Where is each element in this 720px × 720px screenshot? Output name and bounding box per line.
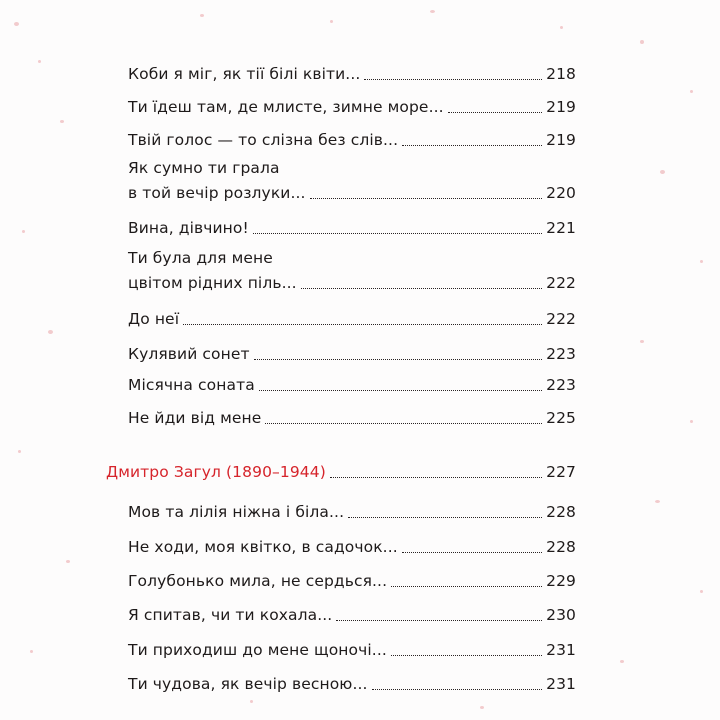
speckle [620, 660, 624, 663]
speckle [250, 700, 253, 703]
toc-entry-title [128, 246, 297, 296]
toc-entry-page: 228 [546, 538, 576, 556]
toc-entry-title [128, 156, 306, 206]
toc-entry[interactable] [128, 95, 576, 120]
speckle [60, 120, 64, 123]
toc-entry-title [128, 216, 249, 241]
toc-entry-title [128, 672, 368, 697]
toc-entry-title [128, 406, 261, 431]
toc-entry-title-line: Не йди від мене [128, 409, 262, 427]
speckle [18, 450, 21, 453]
toc-entry-title-line: Вина, дівчино! [128, 219, 249, 237]
dot-leader [364, 79, 542, 80]
speckle [660, 170, 665, 174]
speckle [560, 26, 563, 29]
toc-entry-page: 220 [546, 184, 576, 202]
toc-entry-title-line: Коби я міг, як тії білі квіти... [128, 65, 361, 83]
toc-entry-title-line: Як сумно ти грала [128, 159, 280, 177]
toc-entry-title-line: Місячна соната [128, 376, 255, 394]
toc-entry-title [128, 373, 255, 398]
dot-leader [372, 689, 543, 690]
dot-leader [448, 112, 542, 113]
toc-entry[interactable] [128, 128, 576, 153]
speckle [640, 40, 644, 44]
toc-entry-title [128, 603, 332, 628]
toc-entry[interactable] [128, 569, 576, 594]
toc-entry[interactable] [128, 500, 576, 525]
dot-leader [265, 423, 542, 424]
toc-entry-title-line: Мов та лілія ніжна і біла... [128, 503, 345, 521]
toc-entry-page: 223 [546, 376, 576, 394]
speckle [22, 230, 25, 233]
toc-entry[interactable] [128, 373, 576, 398]
toc-entry[interactable] [128, 638, 576, 663]
speckle [66, 560, 70, 563]
toc-entry-title [128, 569, 387, 594]
toc-entry-title-line: Не ходи, моя квітко, в садочок... [128, 538, 398, 556]
dot-leader [402, 145, 542, 146]
toc-entry[interactable] [128, 62, 576, 87]
dot-leader [253, 233, 542, 234]
speckle [38, 60, 41, 63]
toc-entry[interactable] [128, 603, 576, 628]
speckle [330, 20, 333, 23]
toc-entry-title-line: Ти була для мене [128, 249, 273, 267]
speckle [480, 706, 484, 709]
toc-entry[interactable] [128, 156, 576, 206]
speckle [690, 420, 693, 423]
toc-entry-title-line: Твій голос — то слізна без слів... [128, 131, 399, 149]
toc-entry-page: 231 [546, 675, 576, 693]
speckle [30, 650, 33, 653]
dot-leader [301, 288, 542, 289]
toc-entry-page: 228 [546, 503, 576, 521]
toc-entry-page: 225 [546, 409, 576, 427]
toc-entry-title-line: Ти приходиш до мене щоночі... [128, 641, 387, 659]
speckle [640, 340, 644, 343]
toc-entry-title [128, 342, 250, 367]
dot-leader [402, 552, 542, 553]
dot-leader [183, 324, 542, 325]
speckle [655, 500, 660, 503]
speckle [14, 22, 19, 26]
dot-leader [259, 390, 542, 391]
toc-entry-title [128, 307, 179, 332]
toc-entry-title-line: в той вечір розлуки... [128, 184, 306, 202]
toc-entry-title-line: Я спитав, чи ти кохала... [128, 606, 333, 624]
toc-entry-page: 221 [546, 219, 576, 237]
toc-author-entry[interactable] [106, 460, 576, 485]
toc-entry[interactable] [128, 535, 576, 560]
toc-entry-page: 219 [546, 131, 576, 149]
dot-leader [336, 620, 542, 621]
toc-entry-page: 230 [546, 606, 576, 624]
dot-leader [330, 477, 542, 478]
toc-entry[interactable] [128, 672, 576, 697]
toc-entry-page: 229 [546, 572, 576, 590]
dot-leader [254, 359, 542, 360]
speckle [48, 330, 53, 334]
speckle [200, 14, 204, 17]
dot-leader [391, 586, 542, 587]
toc-entry-page: 219 [546, 98, 576, 116]
toc-entry[interactable] [128, 246, 576, 296]
toc-entry-title-line: Ти чудова, як вечір весною... [128, 675, 368, 693]
dot-leader [391, 655, 542, 656]
speckle [430, 10, 435, 13]
dot-leader [310, 198, 543, 199]
toc-entry-title-line: Ти їдеш там, де млисте, зимне море... [128, 98, 444, 116]
toc-entry-title [128, 128, 398, 153]
toc-entry-page: 222 [546, 274, 576, 292]
toc-entry-title [128, 500, 344, 525]
toc-entry[interactable] [128, 307, 576, 332]
toc-entry[interactable] [128, 406, 576, 431]
toc-entry-title-line: цвітом рідних піль... [128, 274, 297, 292]
toc-entry-title [128, 95, 444, 120]
speckle [700, 590, 703, 593]
toc-entry-title-line: До неї [128, 310, 180, 328]
toc-entry[interactable] [128, 216, 576, 241]
toc-entry-page: 218 [546, 65, 576, 83]
author-page: 227 [546, 463, 576, 481]
toc-entry-title [128, 535, 398, 560]
dot-leader [348, 517, 542, 518]
toc-entry[interactable] [128, 342, 576, 367]
toc-entry-title-line: Голубонько мила, не сердься... [128, 572, 388, 590]
author-name-text: Дмитро Загул (1890–1944) [106, 463, 326, 481]
toc-entry-title [128, 638, 387, 663]
author-name [106, 460, 326, 485]
toc-entry-title-line: Кулявий сонет [128, 345, 250, 363]
speckle [700, 260, 703, 263]
toc-entry-title [128, 62, 360, 87]
speckle [690, 90, 693, 93]
toc-entry-page: 231 [546, 641, 576, 659]
toc-entry-page: 223 [546, 345, 576, 363]
toc-entry-page: 222 [546, 310, 576, 328]
